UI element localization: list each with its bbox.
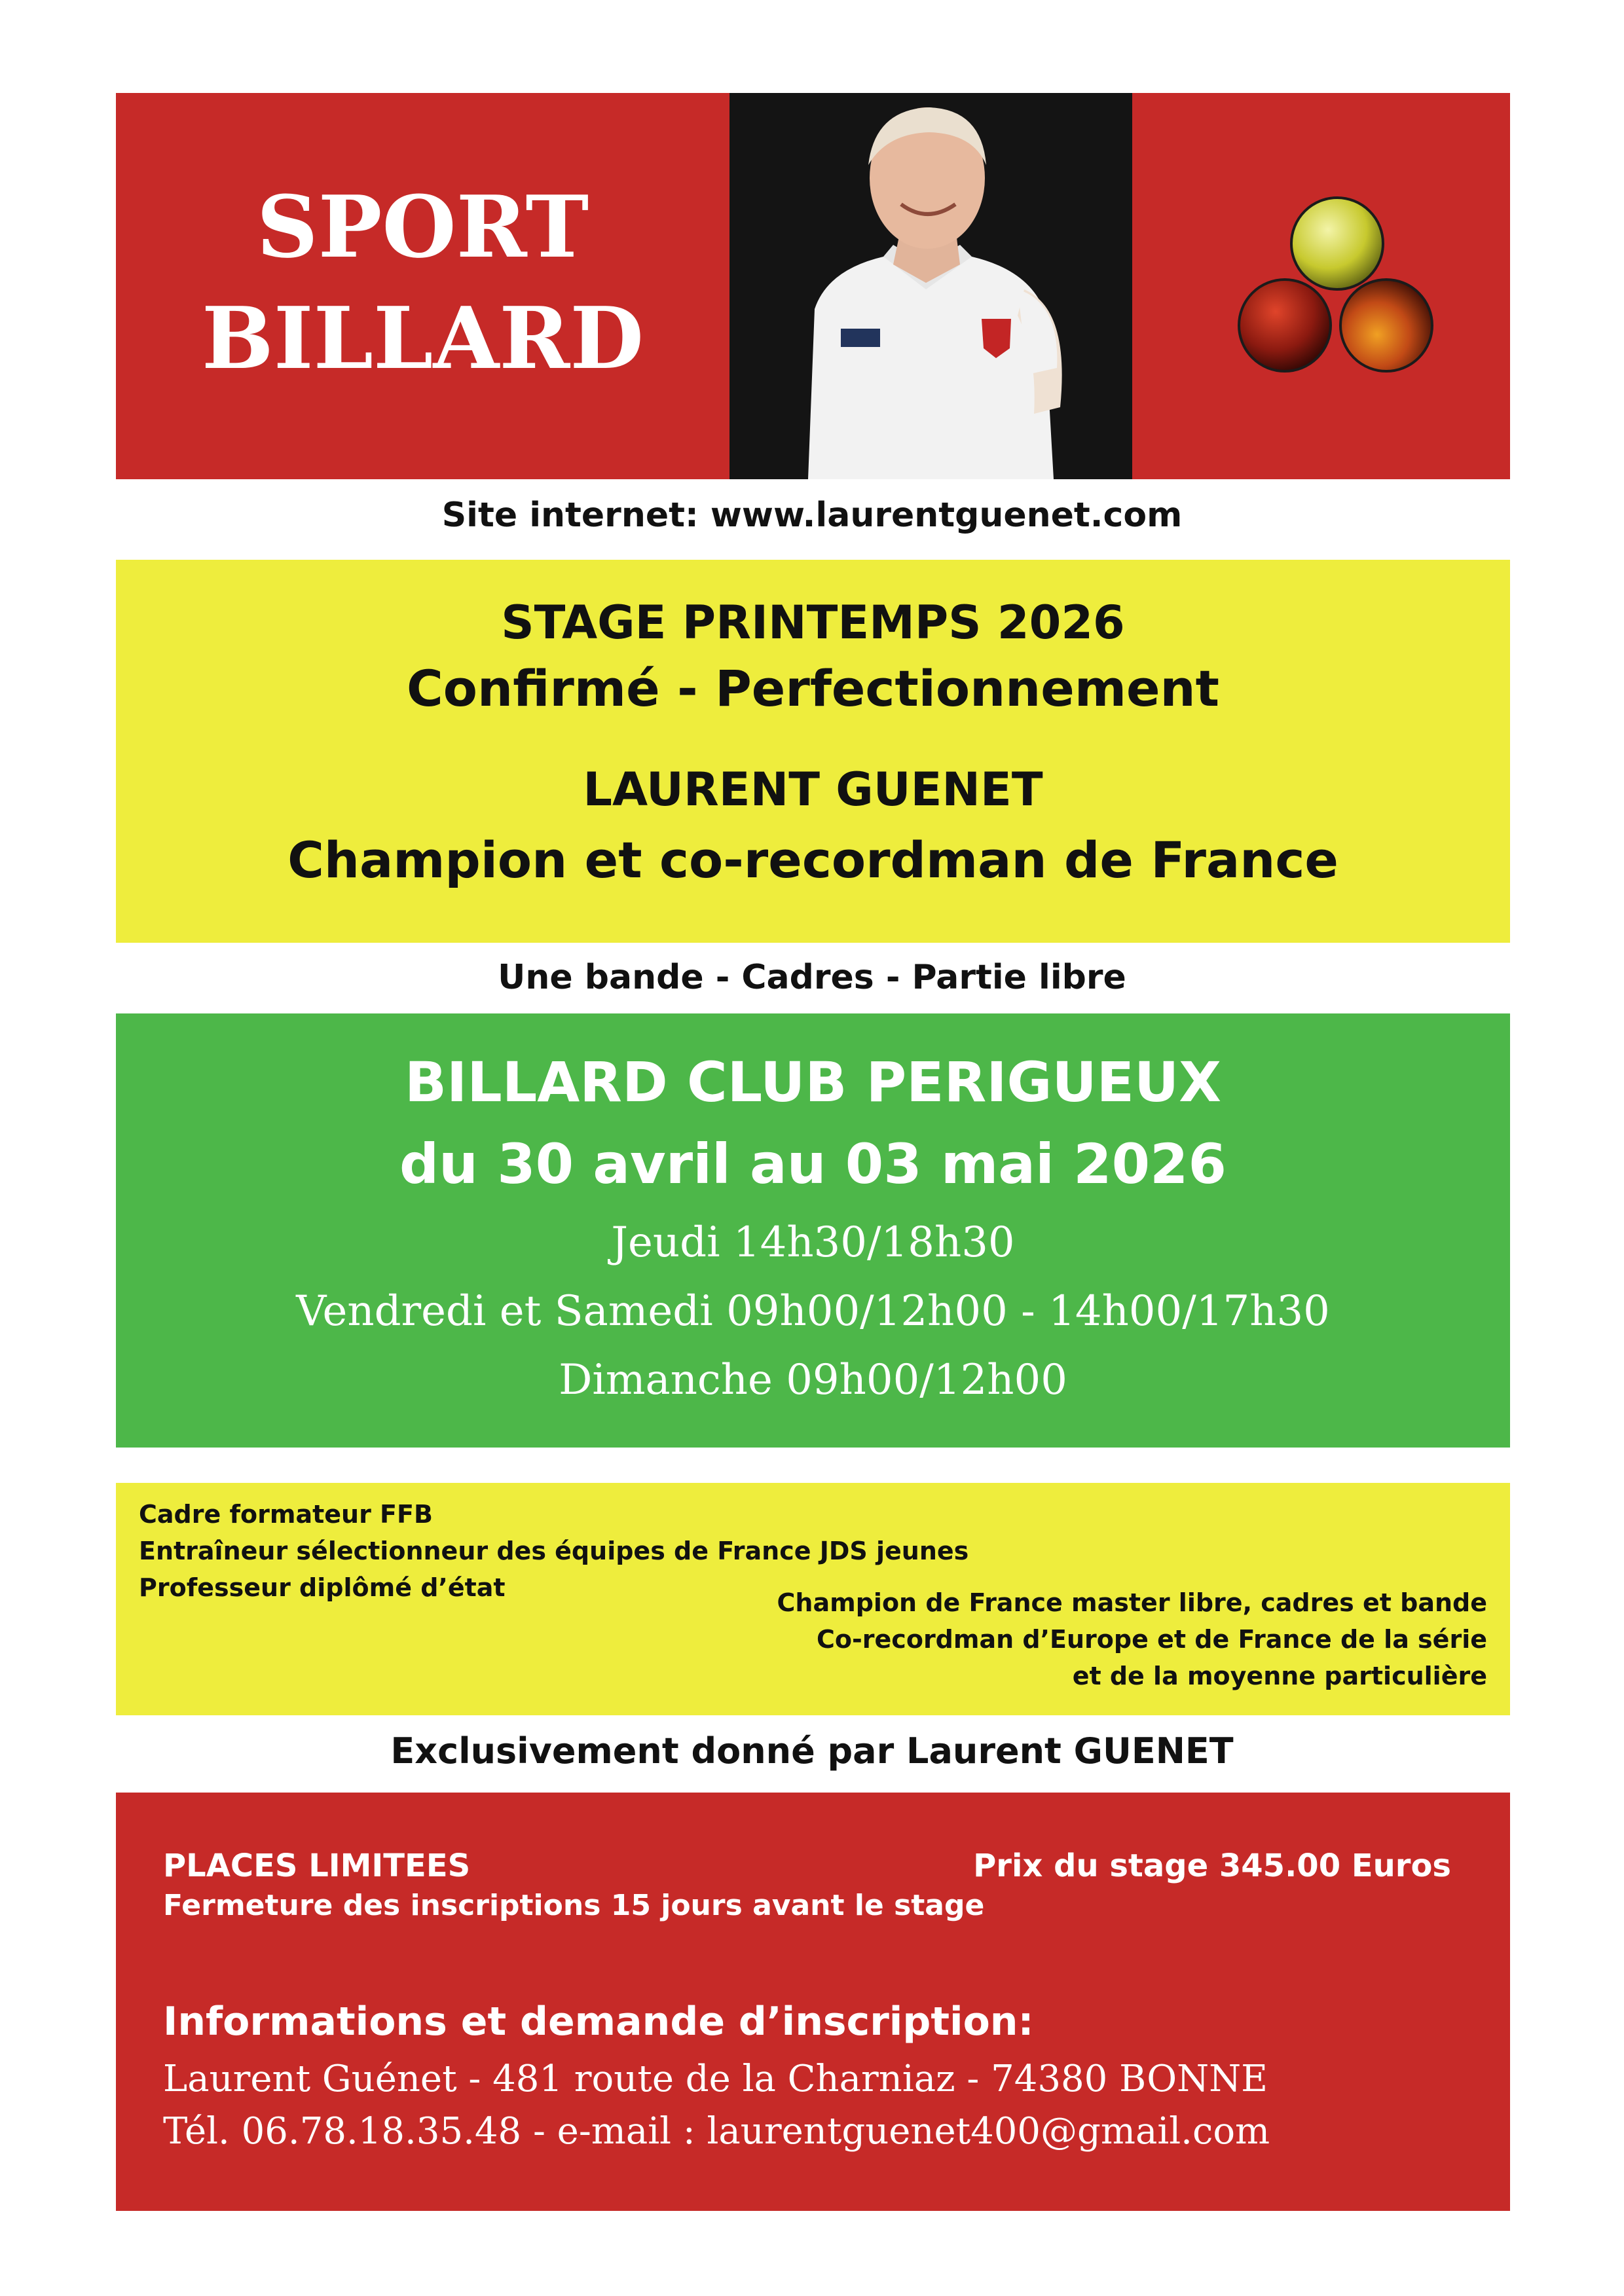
achievement-item: Co-recordman d’Europe et de France de la série (817, 1625, 1487, 1654)
credential-item: Entraîneur sélectionneur des équipes de France JDS jeunes (139, 1537, 969, 1565)
disciplines-line: Une bande - Cadres - Partie libre (498, 958, 1126, 997)
registration-deadline: Fermeture des inscriptions 15 jours avant le stage (163, 1889, 985, 1922)
stage-title: STAGE PRINTEMPS 2026 (501, 596, 1125, 649)
contact-heading: Informations et demande d’inscription: (163, 1999, 1034, 2045)
stage-level: Confirmé - Perfectionnement (406, 659, 1219, 718)
credential-item: Professeur diplômé d’état (139, 1573, 506, 1602)
coach-name: LAURENT GUENET (583, 763, 1043, 816)
coach-portrait-illustration (729, 93, 1132, 479)
brand-line-sport: SPORT (256, 177, 589, 277)
billiard-balls-icon (1229, 191, 1439, 381)
stage-dates: du 30 avril au 03 mai 2026 (399, 1132, 1227, 1196)
coach-photo (729, 93, 1132, 479)
brand-title (116, 172, 729, 394)
achievement-item: Champion de France master libre, cadres et bande (777, 1588, 1487, 1617)
website-line: Site internet: www.laurentguenet.com (441, 496, 1183, 535)
club-block (116, 1013, 1510, 1448)
contact-address: Laurent Guénet - 481 route de la Charniaz - 74380 BONNE (163, 2058, 1268, 2100)
header-banner (116, 93, 1510, 479)
registration-block (116, 1793, 1510, 2211)
club-name: BILLARD CLUB PERIGUEUX (404, 1050, 1222, 1114)
coach-title: Champion et co-recordman de France (287, 831, 1338, 889)
achievement-item: et de la moyenne particulière (1072, 1662, 1487, 1690)
places-limited: PLACES LIMITEES (163, 1848, 471, 1884)
schedule-thursday: Jeudi 14h30/18h30 (611, 1218, 1015, 1267)
stage-block (116, 560, 1510, 943)
schedule-sunday: Dimanche 09h00/12h00 (559, 1356, 1067, 1404)
credentials-block (116, 1483, 1510, 1715)
brand-line-billard: BILLARD (201, 288, 644, 388)
schedule-friday-saturday: Vendredi et Samedi 09h00/12h00 - 14h00/17h30 (296, 1287, 1330, 1336)
exclusive-line: Exclusivement donné par Laurent GUENET (390, 1730, 1234, 1772)
contact-phone-email[interactable]: Tél. 06.78.18.35.48 - e-mail : laurentguenet400@gmail.com (163, 2110, 1270, 2153)
credential-item: Cadre formateur FFB (139, 1500, 433, 1529)
stage-price: Prix du stage 345.00 Euros (973, 1848, 1451, 1884)
